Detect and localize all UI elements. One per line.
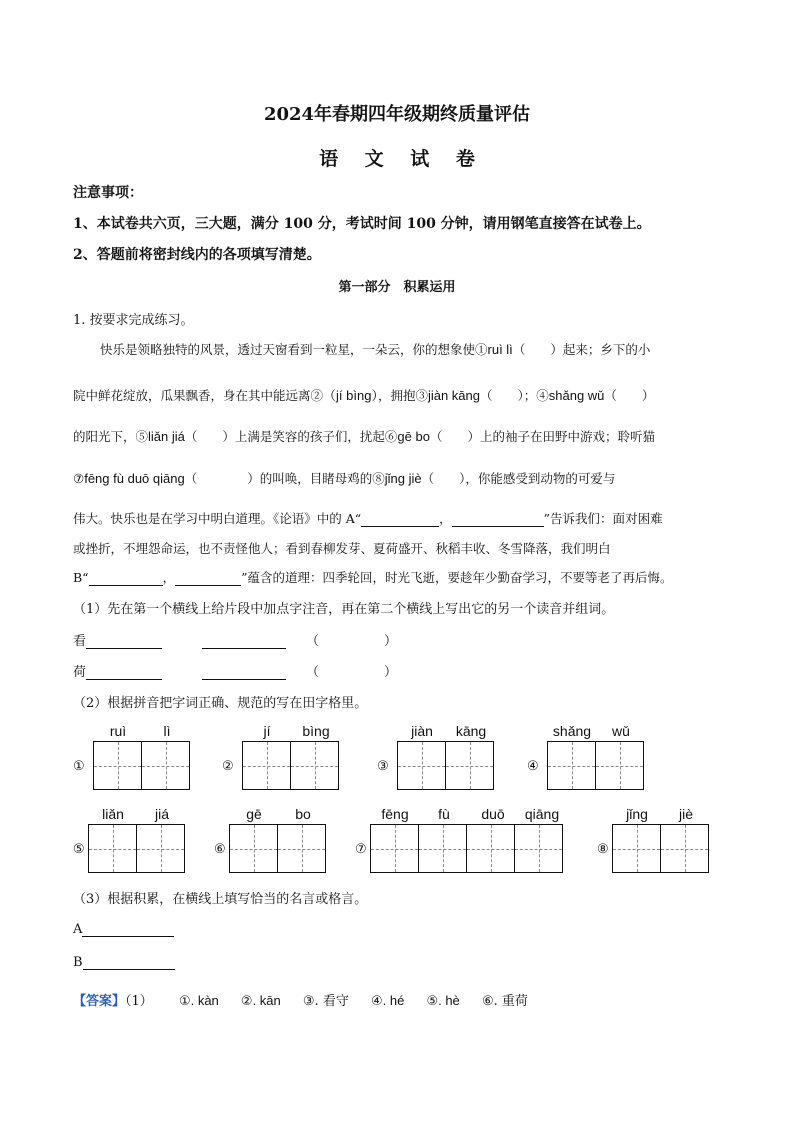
answer-item: ⑤. hè bbox=[426, 993, 460, 1008]
pinyin-label: duō bbox=[481, 806, 505, 822]
row-char: 荷 bbox=[73, 665, 87, 680]
pinyin-label: fēng bbox=[381, 806, 409, 822]
pinyin-text: （jí bìng） bbox=[323, 388, 378, 403]
passage-text: 伟大。快乐也是在学习中明白道理。《论语》中的 A“ bbox=[73, 511, 362, 526]
pinyin-text: jiàn kāng bbox=[427, 388, 480, 403]
tianzige-cell[interactable] bbox=[418, 824, 467, 873]
tianzige-group-8 bbox=[597, 806, 722, 876]
answer-item: ③. 看守 bbox=[302, 994, 349, 1009]
passage-text: （ ）上的袖子在田野中游戏；聆听猫 bbox=[429, 429, 655, 444]
tianzige-cell[interactable] bbox=[242, 741, 291, 790]
answer-item: ⑥. 重荷 bbox=[481, 994, 528, 1009]
pinyin-label: bo bbox=[295, 806, 311, 822]
row-char: 看 bbox=[73, 634, 87, 649]
passage-line-7 bbox=[73, 568, 673, 586]
passage-text: （ ）的叫唤，目睹母鸡的⑧ bbox=[184, 471, 385, 486]
passage-text: （ ）上满是笑容的孩子们，扰起⑥ bbox=[184, 429, 398, 444]
line-label: B bbox=[73, 955, 83, 970]
tianzige-group-3 bbox=[377, 723, 502, 793]
answer-blank[interactable] bbox=[361, 513, 439, 527]
passage-line-5 bbox=[73, 509, 663, 527]
item-number: ⑥ bbox=[214, 842, 226, 857]
passage-text: B“ bbox=[73, 570, 89, 585]
pinyin-label: kāng bbox=[455, 723, 487, 739]
passage-line-2 bbox=[73, 385, 654, 404]
tianzige-cell[interactable] bbox=[141, 741, 190, 790]
pinyin-text: gē bo bbox=[397, 429, 430, 444]
answer-blank[interactable] bbox=[452, 513, 544, 527]
answer-item: ④. hé bbox=[370, 993, 405, 1008]
section-heading: 第一部分 积累运用 bbox=[338, 280, 456, 295]
pinyin-label: gē bbox=[246, 806, 262, 822]
tianzige-cell[interactable] bbox=[514, 824, 563, 873]
tianzige-group-7 bbox=[355, 806, 580, 876]
tianzige-cell[interactable] bbox=[277, 824, 326, 873]
motto-blank[interactable] bbox=[82, 923, 174, 937]
tianzige-cell[interactable] bbox=[370, 824, 419, 873]
pinyin-blank[interactable] bbox=[202, 635, 286, 649]
answer-part: （1） bbox=[125, 994, 153, 1009]
tianzige-cell[interactable] bbox=[290, 741, 339, 790]
line-label: A bbox=[73, 922, 83, 937]
passage-text: ⑦ bbox=[73, 471, 85, 486]
answer-line bbox=[73, 990, 528, 1009]
sub-question-2: （2）根据拼音把字词正确、规范的写在田字格里。 bbox=[73, 696, 368, 711]
pinyin-text: shǎng wǔ bbox=[548, 388, 605, 403]
passage-text: （ ） bbox=[604, 388, 655, 403]
passage-text: ”蕴含的道理：四季轮回，时光飞逝，要趁年少勤奋学习，不要等老了再后悔。 bbox=[241, 570, 673, 585]
tianzige-cell[interactable] bbox=[595, 741, 644, 790]
tianzige-group-2 bbox=[222, 723, 347, 793]
pinyin-label: qiāng bbox=[524, 806, 560, 822]
question-1: 1. 按要求完成练习。 bbox=[73, 313, 194, 328]
tianzige-cell[interactable] bbox=[660, 824, 709, 873]
tianzige-cell[interactable] bbox=[88, 824, 137, 873]
item-number: ④ bbox=[527, 759, 539, 774]
word-paren[interactable]: （ ） bbox=[306, 665, 398, 680]
passage-text: 的阳光下，⑤ bbox=[73, 429, 149, 444]
exam-subtitle: 语 文 试 卷 bbox=[319, 148, 485, 170]
tianzige-cell[interactable] bbox=[547, 741, 596, 790]
exam-title: 2024年春期四年级期终质量评估 bbox=[263, 104, 531, 125]
answer-tag: 【答案】 bbox=[73, 994, 126, 1009]
motto-blank[interactable] bbox=[83, 956, 175, 970]
tianzige-group-6 bbox=[214, 806, 339, 876]
passage-text: ”告诉我们：面对困难 bbox=[543, 511, 663, 526]
notice-item-1: 1、本试卷共六页，三大题，满分 100 分，考试时间 100 分钟，请用钢笔直接答在试卷上。 bbox=[73, 216, 651, 232]
tianzige-cell[interactable] bbox=[397, 741, 446, 790]
tianzige-cell[interactable] bbox=[136, 824, 185, 873]
passage-text: 快乐是领略独特的风景，透过天窗看到一粒星，一朵云，你的想象使① bbox=[100, 342, 488, 357]
pinyin-label: shǎng bbox=[552, 723, 592, 739]
passage-text: （ ）起来；乡下的小 bbox=[512, 342, 651, 357]
pinyin-blank[interactable] bbox=[86, 666, 162, 680]
item-number: ⑧ bbox=[597, 842, 609, 857]
fill-row-he bbox=[73, 661, 397, 680]
tianzige-group-4 bbox=[527, 723, 652, 793]
pinyin-label: jí bbox=[263, 723, 271, 739]
sub-question-1: （1）先在第一个横线上给片段中加点字注音，再在第二个横线上写出它的另一个读音并组词。 bbox=[73, 602, 615, 617]
pinyin-label: wǔ bbox=[612, 723, 630, 739]
passage-text: （ ），你能感受到动物的可爱与 bbox=[421, 471, 616, 486]
pinyin-label: bìng bbox=[302, 723, 330, 739]
pinyin-label: ruì bbox=[109, 723, 127, 739]
passage-text: ， bbox=[439, 511, 452, 526]
pinyin-blank[interactable] bbox=[86, 635, 162, 649]
answer-item: ②. kān bbox=[240, 993, 281, 1008]
passage-text: 院中鲜花绽放，瓜果飘香，身在其中能远离② bbox=[73, 388, 324, 403]
pinyin-label: jǐng bbox=[626, 806, 648, 822]
pinyin-label: jiè bbox=[678, 806, 693, 822]
pinyin-label: fù bbox=[438, 806, 450, 822]
passage-line-3 bbox=[73, 427, 655, 445]
item-number: ⑤ bbox=[73, 842, 85, 857]
item-number: ② bbox=[222, 759, 234, 774]
item-number: ③ bbox=[377, 759, 389, 774]
passage-line-4 bbox=[73, 469, 615, 487]
tianzige-group-1 bbox=[73, 723, 198, 793]
pinyin-label: liǎn bbox=[102, 806, 124, 822]
motto-line-a bbox=[73, 922, 174, 937]
tianzige-cell[interactable] bbox=[93, 741, 142, 790]
passage-text: ，拥抱③ bbox=[377, 388, 428, 403]
word-paren[interactable]: （ ） bbox=[306, 634, 398, 649]
pinyin-text: fēng fù duō qiāng bbox=[84, 471, 185, 486]
answer-blank[interactable] bbox=[175, 572, 241, 586]
fill-row-kan bbox=[73, 630, 397, 649]
answer-blank[interactable] bbox=[89, 572, 163, 586]
pinyin-text: ruì lì bbox=[487, 342, 513, 357]
passage-line-6: 或挫折，不埋怨命运，也不责怪他人；看到春柳发芽、夏荷盛开、秋稻丰收、冬雪降落，我们明白 bbox=[73, 541, 611, 556]
pinyin-text: jǐng jiè bbox=[384, 471, 422, 486]
motto-line-b bbox=[73, 955, 175, 970]
pinyin-label: jiàn bbox=[411, 723, 433, 739]
item-number: ① bbox=[73, 759, 85, 774]
notice-item-2: 2、答题前将密封线内的各项填写清楚。 bbox=[73, 247, 321, 263]
passage-text: ， bbox=[162, 570, 176, 585]
tianzige-cell[interactable] bbox=[612, 824, 661, 873]
sub-question-3: （3）根据积累，在横线上填写恰当的名言或格言。 bbox=[73, 892, 368, 907]
notice-heading: 注意事项： bbox=[73, 185, 143, 201]
item-number: ⑦ bbox=[355, 842, 367, 857]
answer-item: ①. kàn bbox=[178, 993, 219, 1008]
passage-text: （ ）；④ bbox=[480, 388, 549, 403]
pinyin-label: lì bbox=[163, 723, 171, 739]
tianzige-cell[interactable] bbox=[466, 824, 515, 873]
tianzige-group-5 bbox=[73, 806, 198, 876]
tianzige-cell[interactable] bbox=[445, 741, 494, 790]
pinyin-blank[interactable] bbox=[202, 666, 286, 680]
tianzige-cell[interactable] bbox=[229, 824, 278, 873]
pinyin-label: jiá bbox=[154, 806, 169, 822]
passage-line-1 bbox=[100, 340, 650, 358]
pinyin-text: liǎn jiá bbox=[148, 429, 185, 444]
